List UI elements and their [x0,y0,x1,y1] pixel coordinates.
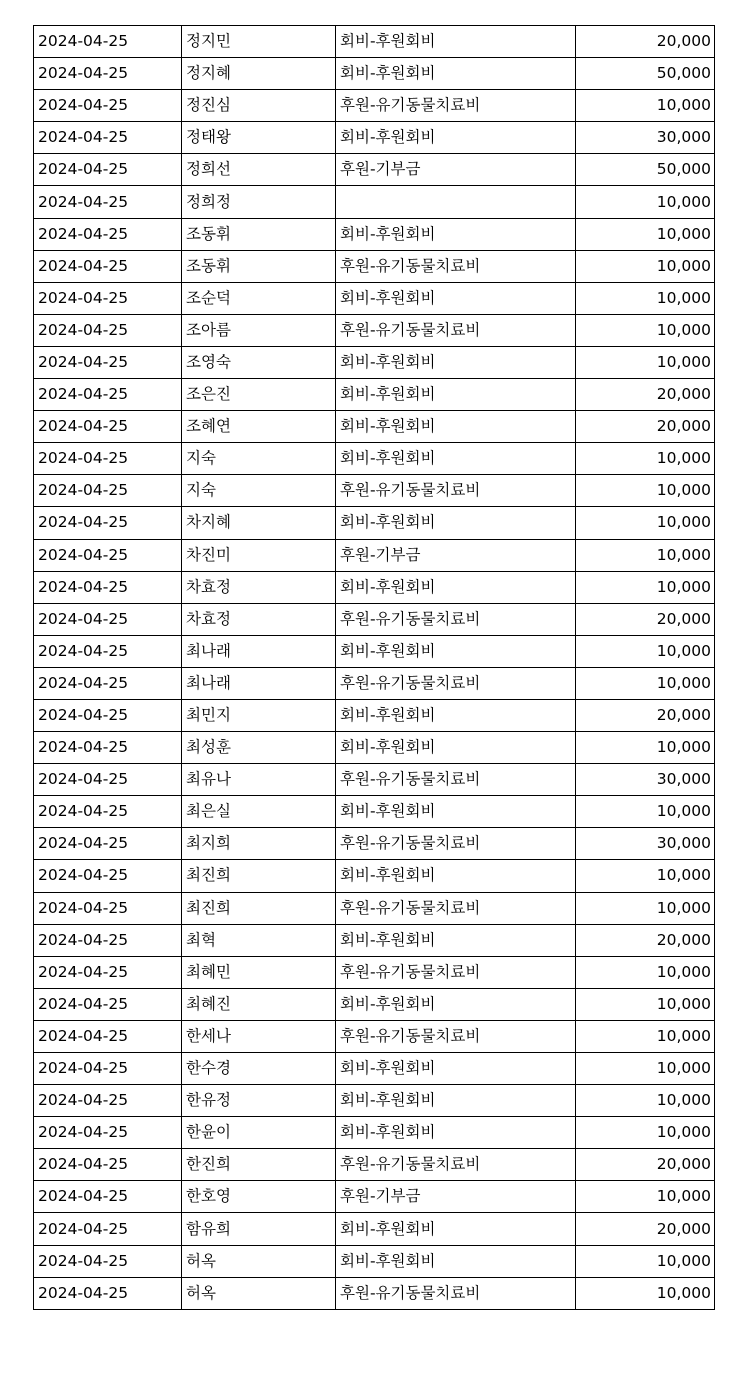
date-cell: 2024-04-25 [34,988,182,1020]
category-cell: 회비-후원회비 [336,443,576,475]
date-cell: 2024-04-25 [34,603,182,635]
date-cell: 2024-04-25 [34,443,182,475]
date-cell: 2024-04-25 [34,122,182,154]
donor-name-cell: 한수경 [182,1053,336,1085]
table-row [34,860,715,892]
category-cell: 회비-후원회비 [336,860,576,892]
donor-name-cell: 지숙 [182,443,336,475]
category-cell: 회비-후원회비 [336,507,576,539]
category-cell: 회비-후원회비 [336,1245,576,1277]
category-cell: 후원-기부금 [336,539,576,571]
date-cell: 2024-04-25 [34,379,182,411]
table-row [34,1149,715,1181]
category-cell: 회비-후원회비 [336,699,576,731]
category-cell: 회비-후원회비 [336,796,576,828]
category-cell: 회비-후원회비 [336,1053,576,1085]
donor-name-cell: 한진희 [182,1149,336,1181]
table-row [34,411,715,443]
amount-cell: 10,000 [576,282,715,314]
amount-cell: 10,000 [576,732,715,764]
table-row [34,988,715,1020]
amount-cell: 10,000 [576,1020,715,1052]
table-row [34,186,715,218]
date-cell: 2024-04-25 [34,892,182,924]
date-cell: 2024-04-25 [34,250,182,282]
date-cell: 2024-04-25 [34,860,182,892]
amount-cell: 10,000 [576,892,715,924]
donor-name-cell: 정진심 [182,90,336,122]
date-cell: 2024-04-25 [34,1277,182,1309]
table-row [34,892,715,924]
date-cell: 2024-04-25 [34,346,182,378]
table-row [34,1181,715,1213]
table-row [34,699,715,731]
table-row [34,1020,715,1052]
date-cell: 2024-04-25 [34,90,182,122]
amount-cell: 10,000 [576,988,715,1020]
date-cell: 2024-04-25 [34,1085,182,1117]
donation-ledger-table [33,25,715,1310]
table-row [34,58,715,90]
date-cell: 2024-04-25 [34,732,182,764]
donor-name-cell: 차효정 [182,603,336,635]
table-row [34,122,715,154]
donor-name-cell: 한세나 [182,1020,336,1052]
table-row [34,956,715,988]
donor-name-cell: 조아름 [182,314,336,346]
table-row [34,379,715,411]
table-row [34,539,715,571]
amount-cell: 20,000 [576,26,715,58]
donor-name-cell: 조은진 [182,379,336,411]
amount-cell: 10,000 [576,667,715,699]
donor-name-cell: 최은실 [182,796,336,828]
amount-cell: 10,000 [576,1085,715,1117]
date-cell: 2024-04-25 [34,1181,182,1213]
amount-cell: 10,000 [576,218,715,250]
category-cell: 회비-후원회비 [336,1085,576,1117]
amount-cell: 30,000 [576,828,715,860]
category-cell: 후원-기부금 [336,154,576,186]
date-cell: 2024-04-25 [34,1149,182,1181]
amount-cell: 10,000 [576,860,715,892]
donor-name-cell: 차효정 [182,571,336,603]
category-cell: 회비-후원회비 [336,282,576,314]
category-cell: 후원-유기동물치료비 [336,1149,576,1181]
donor-name-cell: 정태왕 [182,122,336,154]
amount-cell: 20,000 [576,1149,715,1181]
donor-name-cell: 정희정 [182,186,336,218]
date-cell: 2024-04-25 [34,828,182,860]
donor-name-cell: 최민지 [182,699,336,731]
amount-cell: 10,000 [576,796,715,828]
donor-name-cell: 지숙 [182,475,336,507]
date-cell: 2024-04-25 [34,58,182,90]
amount-cell: 30,000 [576,764,715,796]
donor-name-cell: 최나래 [182,635,336,667]
date-cell: 2024-04-25 [34,1213,182,1245]
date-cell: 2024-04-25 [34,635,182,667]
category-cell: 후원-유기동물치료비 [336,90,576,122]
donor-name-cell: 정지민 [182,26,336,58]
amount-cell: 10,000 [576,250,715,282]
category-cell: 회비-후원회비 [336,571,576,603]
amount-cell: 20,000 [576,411,715,443]
donor-name-cell: 조순덕 [182,282,336,314]
donor-name-cell: 최나래 [182,667,336,699]
donor-name-cell: 조영숙 [182,346,336,378]
donor-name-cell: 최진희 [182,860,336,892]
table-row [34,764,715,796]
donor-name-cell: 최유나 [182,764,336,796]
table-row [34,1085,715,1117]
date-cell: 2024-04-25 [34,475,182,507]
amount-cell: 20,000 [576,1213,715,1245]
amount-cell: 10,000 [576,539,715,571]
table-row [34,635,715,667]
category-cell: 회비-후원회비 [336,732,576,764]
donor-name-cell: 허옥 [182,1245,336,1277]
table-row [34,1245,715,1277]
amount-cell: 10,000 [576,475,715,507]
category-cell: 회비-후원회비 [336,218,576,250]
date-cell: 2024-04-25 [34,26,182,58]
amount-cell: 10,000 [576,1181,715,1213]
category-cell: 후원-유기동물치료비 [336,603,576,635]
amount-cell: 10,000 [576,443,715,475]
amount-cell: 20,000 [576,699,715,731]
date-cell: 2024-04-25 [34,539,182,571]
amount-cell: 10,000 [576,186,715,218]
category-cell: 후원-유기동물치료비 [336,250,576,282]
donor-name-cell: 조혜연 [182,411,336,443]
table-row [34,667,715,699]
table-row [34,26,715,58]
amount-cell: 20,000 [576,379,715,411]
donor-name-cell: 정지혜 [182,58,336,90]
date-cell: 2024-04-25 [34,796,182,828]
amount-cell: 10,000 [576,346,715,378]
table-row [34,1277,715,1309]
category-cell: 후원-유기동물치료비 [336,475,576,507]
amount-cell: 30,000 [576,122,715,154]
date-cell: 2024-04-25 [34,699,182,731]
category-cell: 후원-유기동물치료비 [336,314,576,346]
table-row [34,1053,715,1085]
table-row [34,1213,715,1245]
category-cell: 후원-유기동물치료비 [336,764,576,796]
category-cell: 회비-후원회비 [336,635,576,667]
amount-cell: 10,000 [576,571,715,603]
table-row [34,154,715,186]
category-cell: 회비-후원회비 [336,1117,576,1149]
category-cell: 회비-후원회비 [336,26,576,58]
date-cell: 2024-04-25 [34,1245,182,1277]
donor-name-cell: 한호영 [182,1181,336,1213]
amount-cell: 20,000 [576,603,715,635]
table-row [34,924,715,956]
donor-name-cell: 최지희 [182,828,336,860]
donor-name-cell: 한유정 [182,1085,336,1117]
table-row [34,282,715,314]
donor-name-cell: 허옥 [182,1277,336,1309]
donor-name-cell: 차진미 [182,539,336,571]
category-cell: 회비-후원회비 [336,58,576,90]
date-cell: 2024-04-25 [34,571,182,603]
category-cell: 회비-후원회비 [336,988,576,1020]
date-cell: 2024-04-25 [34,956,182,988]
donor-name-cell: 한윤이 [182,1117,336,1149]
donor-name-cell: 최혜진 [182,988,336,1020]
date-cell: 2024-04-25 [34,1020,182,1052]
category-cell: 회비-후원회비 [336,924,576,956]
category-cell: 후원-유기동물치료비 [336,828,576,860]
table-row [34,443,715,475]
date-cell: 2024-04-25 [34,154,182,186]
table-row [34,796,715,828]
donor-name-cell: 최진희 [182,892,336,924]
category-cell: 후원-유기동물치료비 [336,1020,576,1052]
amount-cell: 50,000 [576,154,715,186]
table-row [34,90,715,122]
date-cell: 2024-04-25 [34,1117,182,1149]
category-cell: 후원-기부금 [336,1181,576,1213]
amount-cell: 10,000 [576,90,715,122]
date-cell: 2024-04-25 [34,411,182,443]
category-cell: 후원-유기동물치료비 [336,956,576,988]
table-row [34,250,715,282]
date-cell: 2024-04-25 [34,667,182,699]
date-cell: 2024-04-25 [34,314,182,346]
category-cell: 회비-후원회비 [336,411,576,443]
table-row [34,346,715,378]
amount-cell: 10,000 [576,1277,715,1309]
table-row [34,314,715,346]
date-cell: 2024-04-25 [34,218,182,250]
date-cell: 2024-04-25 [34,186,182,218]
date-cell: 2024-04-25 [34,924,182,956]
table-row [34,732,715,764]
donor-name-cell: 정희선 [182,154,336,186]
amount-cell: 10,000 [576,1117,715,1149]
date-cell: 2024-04-25 [34,764,182,796]
table-row [34,475,715,507]
category-cell: 회비-후원회비 [336,122,576,154]
amount-cell: 20,000 [576,924,715,956]
donor-name-cell: 최성훈 [182,732,336,764]
date-cell: 2024-04-25 [34,282,182,314]
table-row [34,571,715,603]
category-cell: 후원-유기동물치료비 [336,1277,576,1309]
amount-cell: 10,000 [576,314,715,346]
donor-name-cell: 함유희 [182,1213,336,1245]
category-cell [336,186,576,218]
donor-name-cell: 조동휘 [182,250,336,282]
table-row [34,1117,715,1149]
amount-cell: 50,000 [576,58,715,90]
table-row [34,218,715,250]
date-cell: 2024-04-25 [34,507,182,539]
table-row [34,603,715,635]
donor-name-cell: 최혜민 [182,956,336,988]
ledger-body [34,26,715,1310]
category-cell: 후원-유기동물치료비 [336,667,576,699]
amount-cell: 10,000 [576,507,715,539]
category-cell: 회비-후원회비 [336,346,576,378]
amount-cell: 10,000 [576,1053,715,1085]
amount-cell: 10,000 [576,635,715,667]
category-cell: 회비-후원회비 [336,1213,576,1245]
donor-name-cell: 차지혜 [182,507,336,539]
date-cell: 2024-04-25 [34,1053,182,1085]
amount-cell: 10,000 [576,956,715,988]
category-cell: 회비-후원회비 [336,379,576,411]
donor-name-cell: 조동휘 [182,218,336,250]
amount-cell: 10,000 [576,1245,715,1277]
category-cell: 후원-유기동물치료비 [336,892,576,924]
table-row [34,507,715,539]
donor-name-cell: 최혁 [182,924,336,956]
table-row [34,828,715,860]
